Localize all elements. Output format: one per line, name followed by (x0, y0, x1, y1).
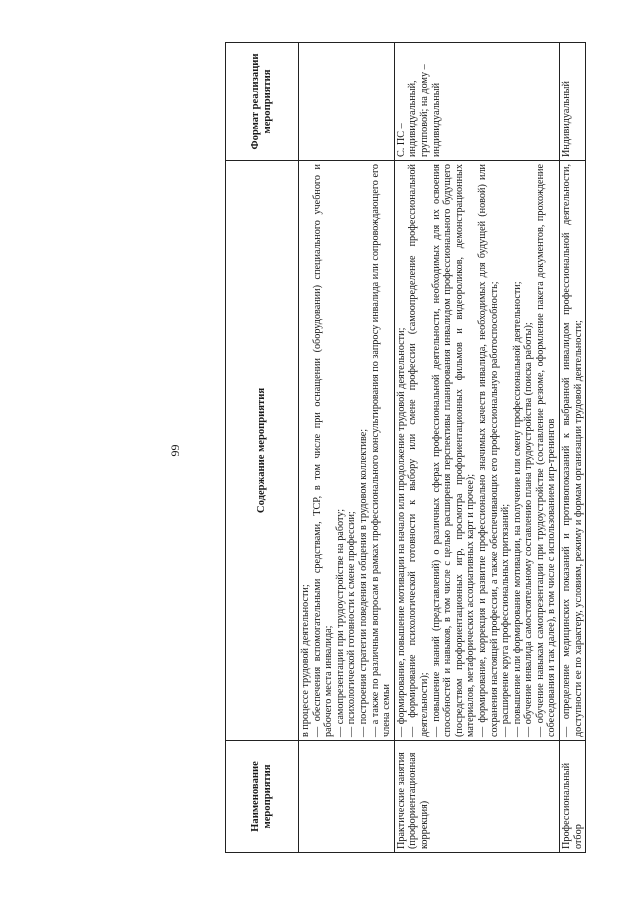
header-name: Наименование мероприятия (226, 741, 299, 853)
content-line: — самопрезентации при трудоустройстве на работу; (334, 508, 346, 737)
table-header-row (226, 43, 299, 853)
row-content-cell (394, 161, 559, 741)
page-number: 99 (168, 444, 182, 457)
header-content: Содержание мероприятия (226, 161, 299, 741)
content-line: — расширение круга профессиональных притязаний; (500, 503, 512, 737)
row-content-cell (560, 161, 586, 741)
content-line: — обеспечения вспомогательными средствами, ТСР, в том числе при оснащении (оборудовании) специального учебного и рабочего места инвалида; (311, 164, 335, 737)
content-line: — формирование психологической готовности к выбору или смене профессии (самоопределение профессиональной деятельности); (407, 164, 430, 737)
content-line: — формирование, повышение мотивации на начало или продолжение трудовой деятельности; (395, 327, 407, 737)
table-row (560, 43, 586, 853)
content-line: — повышение или формирование мотивации, на получение или смену профессиональной деятельности; (511, 281, 523, 737)
content-line: — формирование, коррекция и развитие профессионально значимых качеств инвалида, необходимых для будущей (новой) или сохранения настоящей профессии, а также обеспечивающих его профессиональную работоспособность; (476, 164, 500, 737)
content-line: в процессе трудовой деятельности; (300, 584, 311, 737)
content-line: — повышение знаний (представлений) о различных сферах профессиональной деятельности, необходимых для их освоения способностей и навыков, в том числе с целью расширения перспективы планирования инвалидом профессионального будущего (посредством профориентационных игр, просмотра профориентационных фильмов и видеороликов, демонстрационных материалов, метафорических ассоциативных карт и прочее); (430, 164, 477, 737)
row-format-cell (299, 43, 395, 161)
content-line: — построения стратегии поведения и общения в трудовом коллективе; (357, 428, 369, 737)
content-line: — обучение навыкам самопрезентации при трудоустройстве (составление резюме, оформление пакета документов, прохождение собеседования и так далее), в том числе с использованием игр-тренингов (534, 164, 558, 737)
content-line: — а также по различным вопросам в рамках профессионального консультирования по запросу инвалида или сопровождающего его члена семьи (369, 164, 393, 737)
row-format-cell: С. ПС – индивидуальный, групповой; на дому – индивидуальный (394, 43, 559, 161)
header-format: Формат реализации мероприятия (226, 43, 299, 161)
content-line: — обучение инвалида самостоятельному составлению плана трудоустройства (поиска работы); (523, 322, 535, 737)
table-row (394, 43, 559, 853)
content-line: — определение медицинских показаний и противопоказаний к выбранной инвалидом профессиональной деятельности, доступности ее по характеру, условиям, режиму и формам организации трудовой деятельности; (561, 164, 584, 737)
activities-table (225, 42, 586, 853)
row-content-cell (299, 161, 395, 741)
row-name-cell: Профессиональный отбор (560, 741, 586, 853)
content-line: — психологической готовности к смене профессии; (346, 511, 358, 737)
row-format-cell: Индивидуальный (560, 43, 586, 161)
row-name-cell: Практические занятия (профориентационная коррекция) (394, 741, 559, 853)
row-name-cell (299, 741, 395, 853)
table-row (299, 43, 395, 853)
